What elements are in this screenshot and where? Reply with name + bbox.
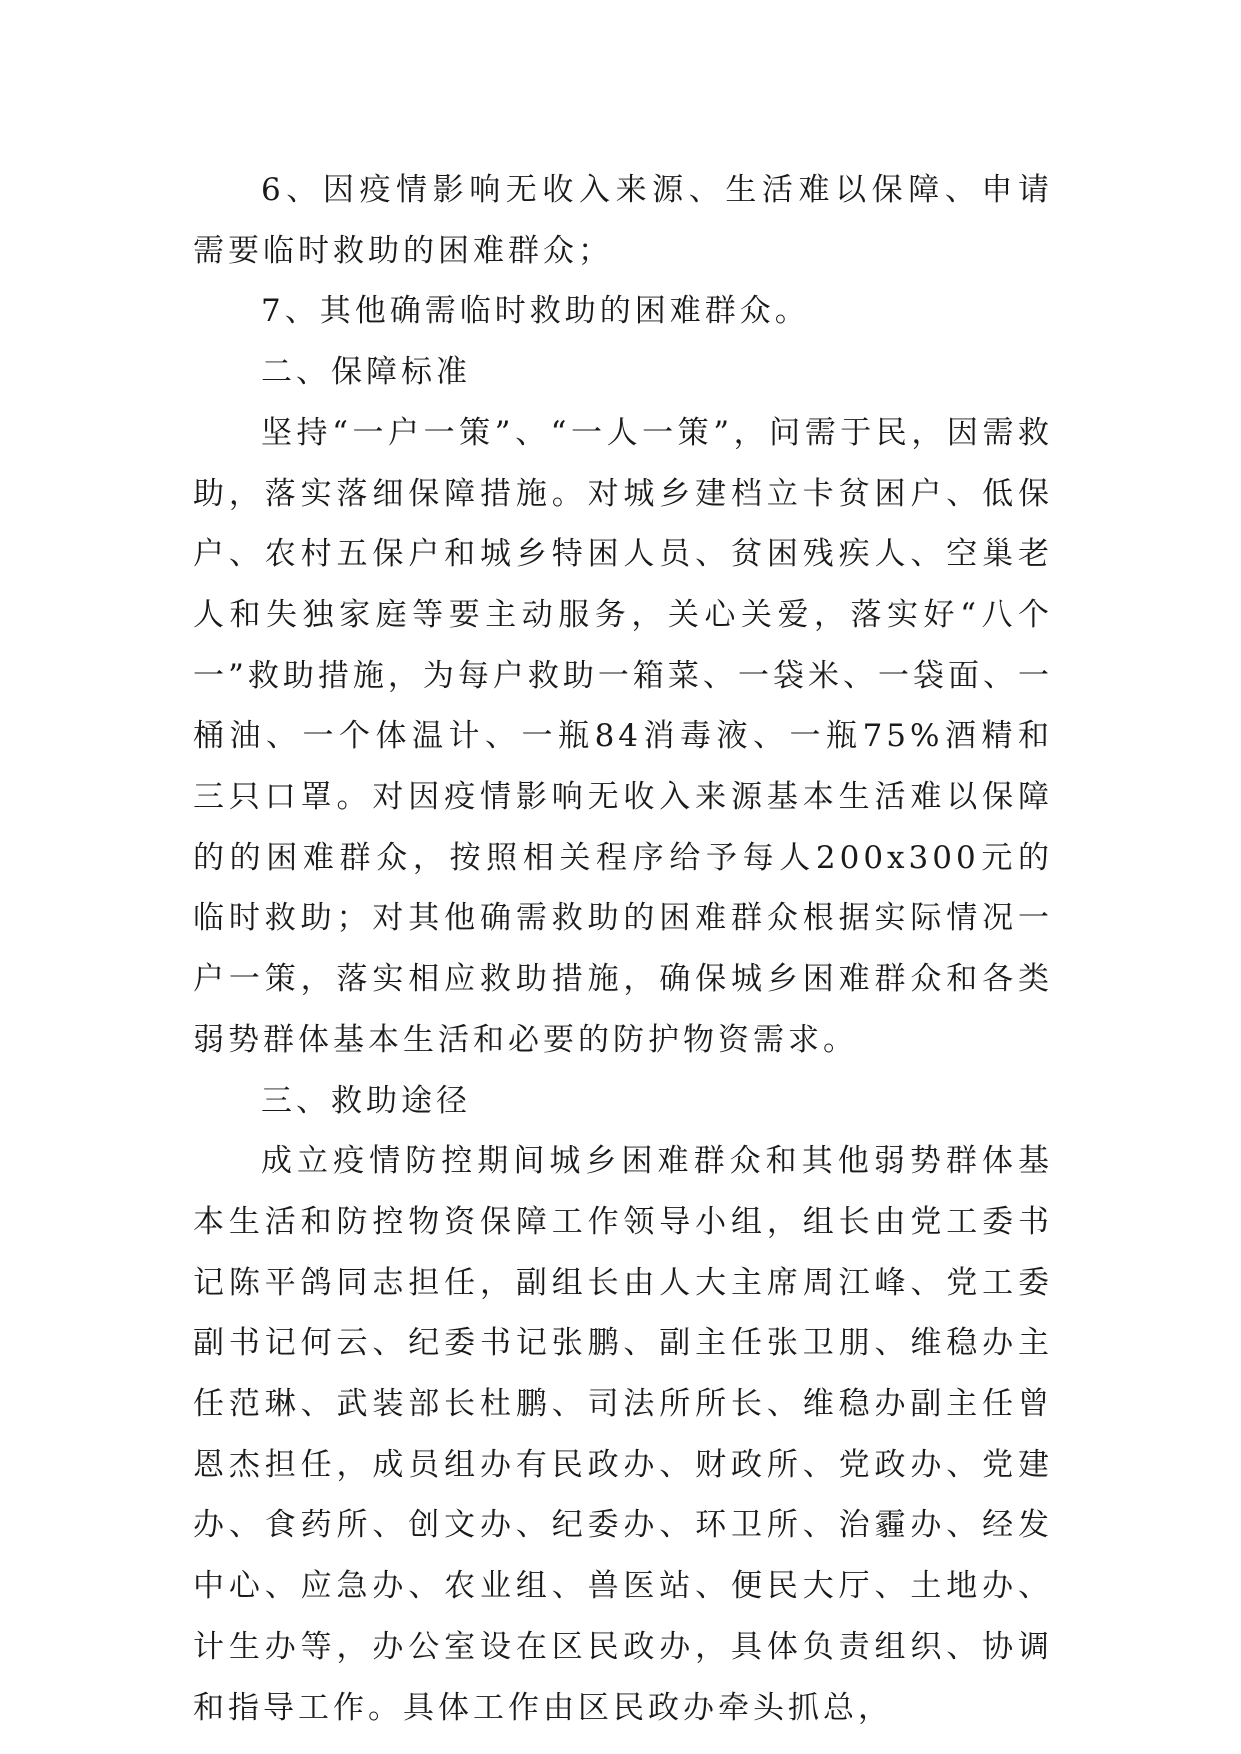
paragraph-item-7: 7、其他确需临时救助的困难群众。: [261, 293, 810, 330]
paragraph-item-6: 6、因疫情影响无收入来源、生活难以保障、申请需要临时救助的困难群众；: [193, 172, 1053, 269]
document-body: [193, 160, 1053, 1738]
section-heading-assistance-channels: 三、救助途径: [261, 1082, 471, 1119]
section-heading-guarantee-standard: 二、保障标准: [261, 354, 471, 391]
paragraph-assistance-channels: 成立疫情防控期间城乡困难群众和其他弱势群体基本生活和防控物资保障工作领导小组，组长由党工委书记陈平鸽同志担任，副组长由人大主席周江峰、党工委副书记何云、纪委书记张鹏、副主任张卫朋、维稳办主任范琳、武装部长杜鹏、司法所所长、维稳办副主任曾恩杰担任，成员组办有民政办、财政所、党政办、党建办、食药所、创文办、纪委办、环卫所、治霾办、经发中心、应急办、农业组、兽医站、便民大厅、土地办、计生办等，办公室设在区民政办，具体负责组织、协调和指导工作。具体工作由区民政办牵头抓总，: [193, 1143, 1053, 1726]
paragraph-guarantee-standard: 坚持“一户一策”、“一人一策”，问需于民，因需救助，落实落细保障措施。对城乡建档立卡贫困户、低保户、农村五保户和城乡特困人员、贫困残疾人、空巢老人和失独家庭等要主动服务，关心关爱，落实好“八个一”救助措施，为每户救助一箱菜、一袋米、一袋面、一桶油、一个体温计、一瓶84消毒液、一瓶75%酒精和三只口罩。对因疫情影响无收入来源基本生活难以保障的的困难群众，按照相关程序给予每人200x300元的临时救助；对其他确需救助的困难群众根据实际情况一户一策，落实相应救助措施，确保城乡困难群众和各类弱势群体基本生活和必要的防护物资需求。: [193, 414, 1053, 1058]
